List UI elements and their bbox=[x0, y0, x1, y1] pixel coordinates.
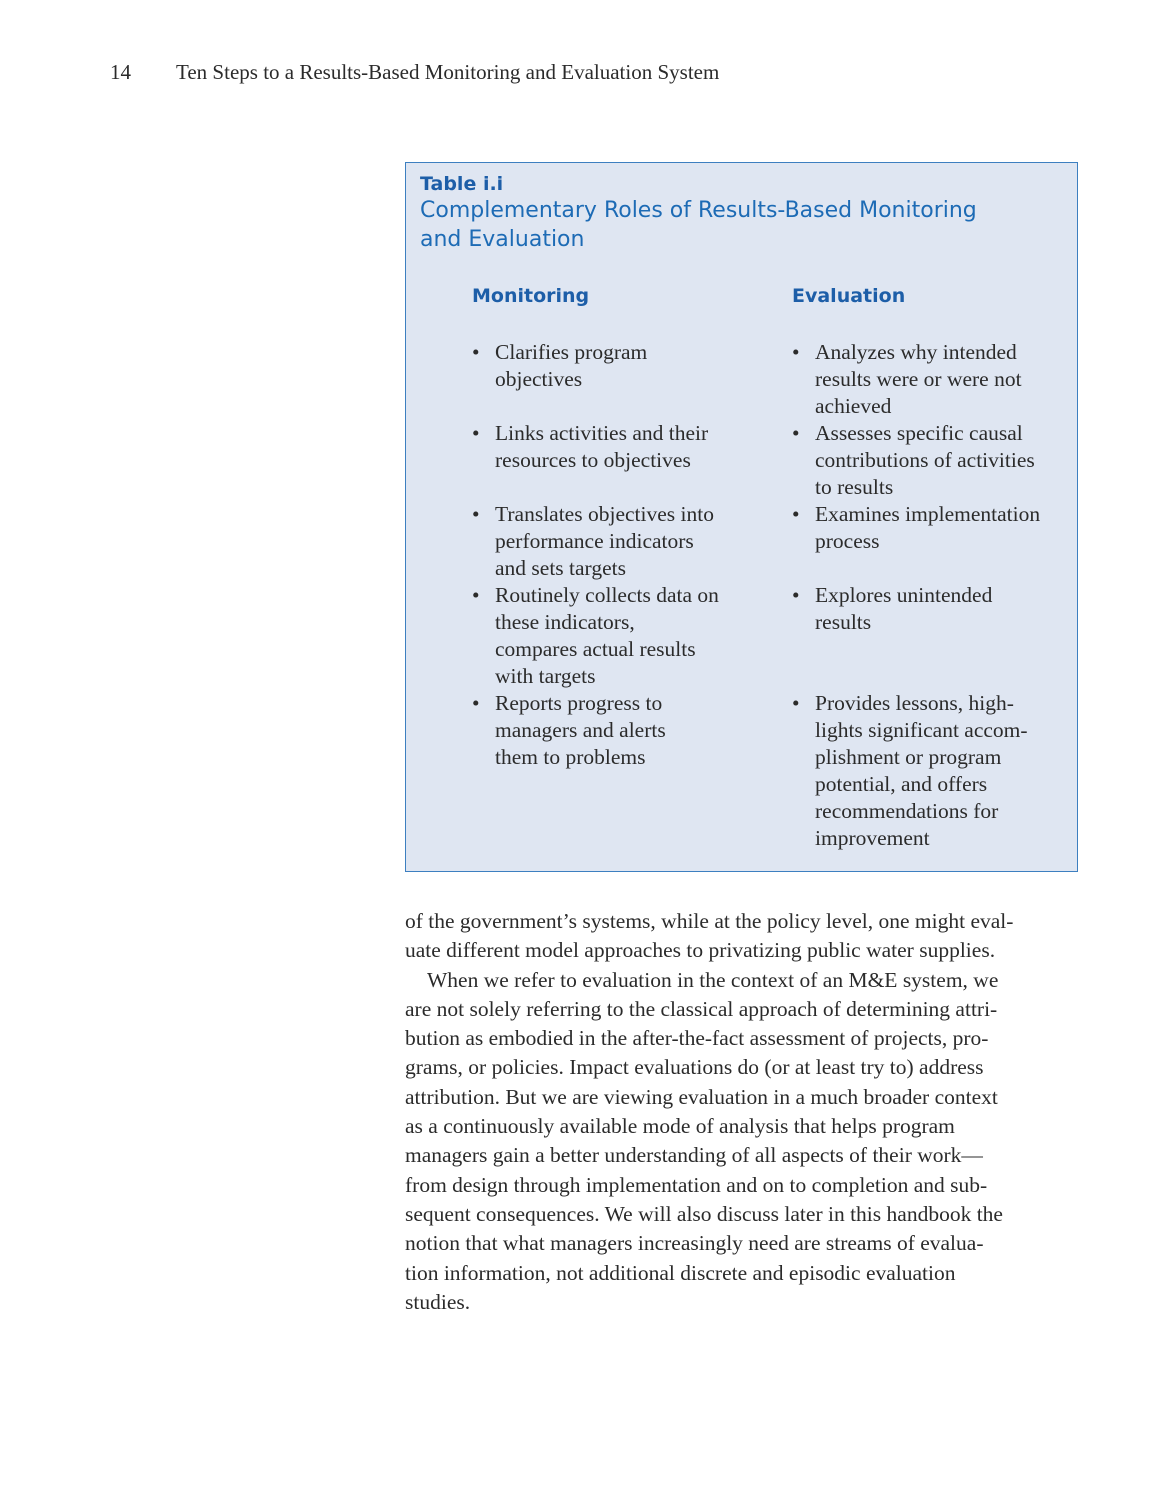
book-title: Ten Steps to a Results-Based Monitoring and Evaluation System bbox=[176, 60, 720, 84]
text-line: bution as embodied in the after-the-fact assessment of projects, pro- bbox=[405, 1026, 989, 1051]
bullet-icon: • bbox=[792, 340, 800, 364]
evaluation-item bbox=[792, 339, 1062, 420]
text-line: sequent consequences. We will also discuss later in this handbook the bbox=[405, 1201, 1003, 1226]
monitoring-item bbox=[472, 420, 752, 474]
text-line: of the government’s systems, while at the policy level, one might eval- bbox=[405, 909, 1014, 933]
paragraph-1 bbox=[405, 907, 1085, 966]
table-title-line: Complementary Roles of Results-Based Monitoring bbox=[420, 198, 977, 223]
item-line: these indicators, bbox=[495, 610, 635, 634]
monitoring-heading: Monitoring bbox=[472, 285, 590, 307]
body-text bbox=[405, 907, 1085, 1317]
text-line: attribution. But we are viewing evaluation in a much broader context bbox=[405, 1084, 998, 1109]
item-line: plishment or program bbox=[815, 745, 1002, 769]
text-line: studies. bbox=[405, 1289, 471, 1314]
bullet-icon: • bbox=[792, 421, 800, 445]
text-line: uate different model approaches to privatizing public water supplies. bbox=[405, 938, 996, 963]
item-line: achieved bbox=[815, 394, 892, 418]
evaluation-item bbox=[792, 420, 1062, 501]
item-line: lights significant accom- bbox=[815, 718, 1028, 742]
page-number: 14 bbox=[110, 60, 131, 84]
bullet-icon: • bbox=[792, 583, 800, 607]
bullet-icon: • bbox=[472, 691, 480, 715]
paragraph-2 bbox=[405, 966, 1085, 1318]
item-line: managers and alerts bbox=[495, 718, 666, 742]
text-line: tion information, not additional discrete and episodic evaluation bbox=[405, 1260, 956, 1285]
bullet-icon: • bbox=[472, 502, 480, 526]
table-title-line: and Evaluation bbox=[420, 227, 585, 252]
item-line: Explores unintended bbox=[815, 583, 993, 607]
item-line: and sets targets bbox=[495, 556, 626, 580]
evaluation-item bbox=[792, 582, 1062, 636]
item-line: potential, and offers bbox=[815, 772, 988, 796]
item-line: contributions of activities bbox=[815, 448, 1035, 472]
item-line: results bbox=[815, 610, 872, 634]
item-line: objectives bbox=[495, 367, 583, 391]
item-line: Analyzes why intended bbox=[815, 340, 1017, 364]
text-line: from design through implementation and on to completion and sub- bbox=[405, 1172, 988, 1197]
text-line: are not solely referring to the classical approach of determining attri- bbox=[405, 996, 998, 1021]
item-line: performance indicators bbox=[495, 529, 694, 553]
item-line: Provides lessons, high- bbox=[815, 691, 1014, 715]
item-line: results were or were not bbox=[815, 367, 1022, 391]
evaluation-item bbox=[792, 501, 1062, 555]
evaluation-item bbox=[792, 690, 1062, 852]
monitoring-item bbox=[472, 690, 752, 771]
monitoring-item bbox=[472, 501, 752, 582]
item-line: Routinely collects data on bbox=[495, 583, 719, 607]
text-line: as a continuously available mode of analysis that helps program bbox=[405, 1114, 955, 1139]
text-line: managers gain a better understanding of all aspects of their work— bbox=[405, 1143, 983, 1168]
text-line: When we refer to evaluation in the context of an M&E system, we bbox=[427, 967, 999, 992]
item-line: resources to objectives bbox=[495, 448, 691, 472]
item-line: Clarifies program bbox=[495, 340, 648, 364]
item-line: Reports progress to bbox=[495, 691, 663, 715]
monitoring-item bbox=[472, 339, 752, 393]
bullet-icon: • bbox=[472, 421, 480, 445]
item-line: Assesses specific causal bbox=[815, 421, 1023, 445]
monitoring-item bbox=[472, 582, 752, 690]
evaluation-heading: Evaluation bbox=[792, 285, 906, 307]
bullet-icon: • bbox=[472, 583, 480, 607]
item-line: Links activities and their bbox=[495, 421, 709, 445]
item-line: to results bbox=[815, 475, 894, 499]
running-header bbox=[110, 60, 719, 85]
item-line: process bbox=[815, 529, 880, 553]
bullet-icon: • bbox=[792, 691, 800, 715]
text-line: grams, or policies. Impact evaluations do (or at least try to) address bbox=[405, 1055, 984, 1080]
text-line: notion that what managers increasingly need are streams of evalua- bbox=[405, 1231, 984, 1256]
bullet-icon: • bbox=[792, 502, 800, 526]
item-line: with targets bbox=[495, 664, 596, 688]
table-title bbox=[420, 196, 1020, 254]
table-box bbox=[405, 162, 1078, 872]
bullet-icon: • bbox=[472, 340, 480, 364]
item-line: compares actual results bbox=[495, 637, 696, 661]
table-label: Table i.i bbox=[420, 173, 504, 195]
item-line: Examines implementation bbox=[815, 502, 1041, 526]
item-line: them to problems bbox=[495, 745, 646, 769]
item-line: Translates objectives into bbox=[495, 502, 714, 526]
item-line: recommendations for bbox=[815, 799, 999, 823]
item-line: improvement bbox=[815, 826, 930, 850]
